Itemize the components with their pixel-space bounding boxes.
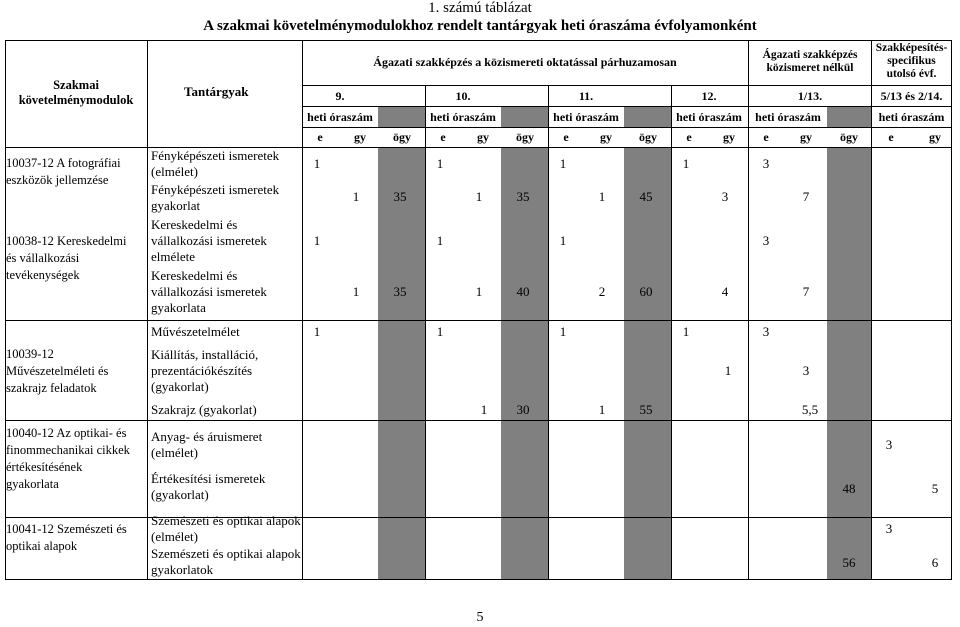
year-10: 10. bbox=[455, 89, 471, 103]
cell-value: 3 bbox=[721, 189, 729, 204]
subcol: e bbox=[888, 130, 894, 144]
subject-row: Kiállítás, installáció, prezentációkészítés (gyakorlat) bbox=[151, 347, 259, 394]
subject-row: Szakrajz (gyakorlat) bbox=[151, 402, 257, 417]
subcol: e bbox=[686, 130, 692, 144]
cell-value: 1 bbox=[313, 324, 321, 339]
cell-value: 45 bbox=[639, 189, 653, 204]
subcol: ögy bbox=[393, 130, 411, 144]
cell-value: 3 bbox=[762, 324, 770, 339]
cell-value: 7 bbox=[802, 284, 810, 299]
subject-row: Kereskedelmi és vállalkozási ismeretek gyakorlata bbox=[151, 268, 267, 315]
module-10039: 10039-12 Művészetelméleti és szakrajz feladatok bbox=[6, 347, 109, 395]
subcol: gy bbox=[723, 130, 735, 144]
subject-row: Értékesítési ismeretek (gyakorlat) bbox=[151, 471, 266, 502]
cell-value: 1 bbox=[313, 233, 321, 248]
cell-value: 3 bbox=[885, 437, 893, 452]
cell-value: 2 bbox=[598, 284, 606, 299]
subject-row: Fényképészeti ismeretek (elmélet) bbox=[151, 148, 280, 179]
subcol: e bbox=[563, 130, 569, 144]
cell-value: 1 bbox=[475, 284, 483, 299]
cell-value: 1 bbox=[313, 156, 321, 171]
subcol: gy bbox=[600, 130, 612, 144]
year-11: 11. bbox=[578, 89, 594, 103]
subject-row: Szemészeti és optikai alapok gyakorlatok bbox=[151, 546, 301, 577]
hours-label: heti óraszám bbox=[307, 110, 373, 124]
group-header-no-general: Ágazati szakképzés közismeret nélkül bbox=[762, 49, 858, 74]
year-9: 9. bbox=[335, 89, 345, 103]
cell-value: 1 bbox=[559, 156, 567, 171]
cell-value: 30 bbox=[516, 402, 530, 417]
cell-value: 3 bbox=[802, 363, 810, 378]
table-title: A szakmai követelménymodulokhoz rendelt tantárgyak heti óraszáma évfolyamonként bbox=[203, 18, 757, 34]
subcol: ögy bbox=[639, 130, 657, 144]
subject-row: Fényképészeti ismeretek gyakorlat bbox=[151, 182, 280, 213]
cell-value: 1 bbox=[352, 284, 360, 299]
subcol: ögy bbox=[516, 130, 534, 144]
subject-row: Művészetelmélet bbox=[151, 324, 240, 339]
cell-value: 1 bbox=[598, 402, 606, 417]
table-caption: 1. számú táblázat bbox=[428, 0, 532, 16]
cell-value: 1 bbox=[352, 189, 360, 204]
cell-value: 1 bbox=[436, 324, 444, 339]
subjects-header: Tantárgyak bbox=[184, 84, 249, 99]
subcol: ögy bbox=[840, 130, 858, 144]
cell-value: 3 bbox=[885, 521, 893, 536]
cell-value: 7 bbox=[802, 189, 810, 204]
cell-value: 4 bbox=[721, 284, 729, 299]
year-5-13: 5/13 és 2/14. bbox=[880, 89, 943, 103]
subcol: e bbox=[763, 130, 769, 144]
subject-row: Szemészeti és optikai alapok (elmélet) bbox=[151, 513, 301, 544]
module-10041: 10041-12 Szemészeti és optikai alapok bbox=[6, 522, 127, 553]
year-1-13: 1/13. bbox=[797, 89, 823, 103]
subcol: e bbox=[317, 130, 323, 144]
cell-value: 5 bbox=[931, 481, 939, 496]
cell-value: 1 bbox=[559, 233, 567, 248]
page-number: 5 bbox=[476, 610, 484, 625]
subject-row: Anyag- és áruismeret (elmélet) bbox=[151, 429, 263, 460]
cell-value: 6 bbox=[931, 555, 939, 570]
hours-label: heti óraszám bbox=[430, 110, 496, 124]
subcol: e bbox=[440, 130, 446, 144]
hours-label: heti óraszám bbox=[676, 110, 742, 124]
cell-value: 40 bbox=[516, 284, 530, 299]
year-12: 12. bbox=[701, 89, 717, 103]
subcol: gy bbox=[800, 130, 812, 144]
module-10037: 10037-12 A fotográfiai eszközök jellemzése bbox=[6, 156, 121, 187]
hours-label: heti óraszám bbox=[553, 110, 619, 124]
module-10040: 10040-12 Az optikai- és finommechanikai cikkek értékesítésének gyakorlata bbox=[6, 426, 130, 491]
cell-value: 1 bbox=[682, 156, 690, 171]
cell-value: 1 bbox=[559, 324, 567, 339]
cell-value: 1 bbox=[436, 156, 444, 171]
cell-value: 55 bbox=[639, 402, 653, 417]
cell-value: 56 bbox=[842, 555, 856, 570]
cell-value: 35 bbox=[393, 284, 407, 299]
cell-value: 1 bbox=[475, 189, 483, 204]
cell-value: 1 bbox=[436, 233, 444, 248]
cell-value: 1 bbox=[480, 402, 488, 417]
hours-label: heti óraszám bbox=[878, 110, 945, 124]
cell-value: 3 bbox=[762, 156, 770, 171]
subject-row: Kereskedelmi és vállalkozási ismeretek elmélete bbox=[151, 217, 267, 264]
hours-label: heti óraszám bbox=[755, 110, 821, 124]
cell-value: 60 bbox=[639, 284, 653, 299]
group-header-specific: Szakképesítés-specifikus utolsó évf. bbox=[875, 42, 948, 80]
cell-value: 48 bbox=[842, 481, 856, 496]
subcol: gy bbox=[929, 130, 941, 144]
cell-value: 3 bbox=[762, 233, 770, 248]
cell-value: 35 bbox=[516, 189, 530, 204]
modules-header: Szakmai követelménymodulok bbox=[18, 78, 134, 107]
group-header-parallel: Ágazati szakképzés a közismereti oktatással párhuzamosan bbox=[373, 55, 677, 69]
subcol: gy bbox=[477, 130, 489, 144]
cell-value: 1 bbox=[724, 363, 732, 378]
gray-background bbox=[302, 85, 952, 580]
cell-value: 35 bbox=[393, 189, 407, 204]
cell-value: 5,5 bbox=[801, 402, 819, 417]
subcol: gy bbox=[354, 130, 366, 144]
cell-value: 1 bbox=[682, 324, 690, 339]
module-10038: 10038-12 Kereskedelmi és vállalkozási tevékenységek bbox=[6, 234, 127, 282]
cell-value: 1 bbox=[598, 189, 606, 204]
